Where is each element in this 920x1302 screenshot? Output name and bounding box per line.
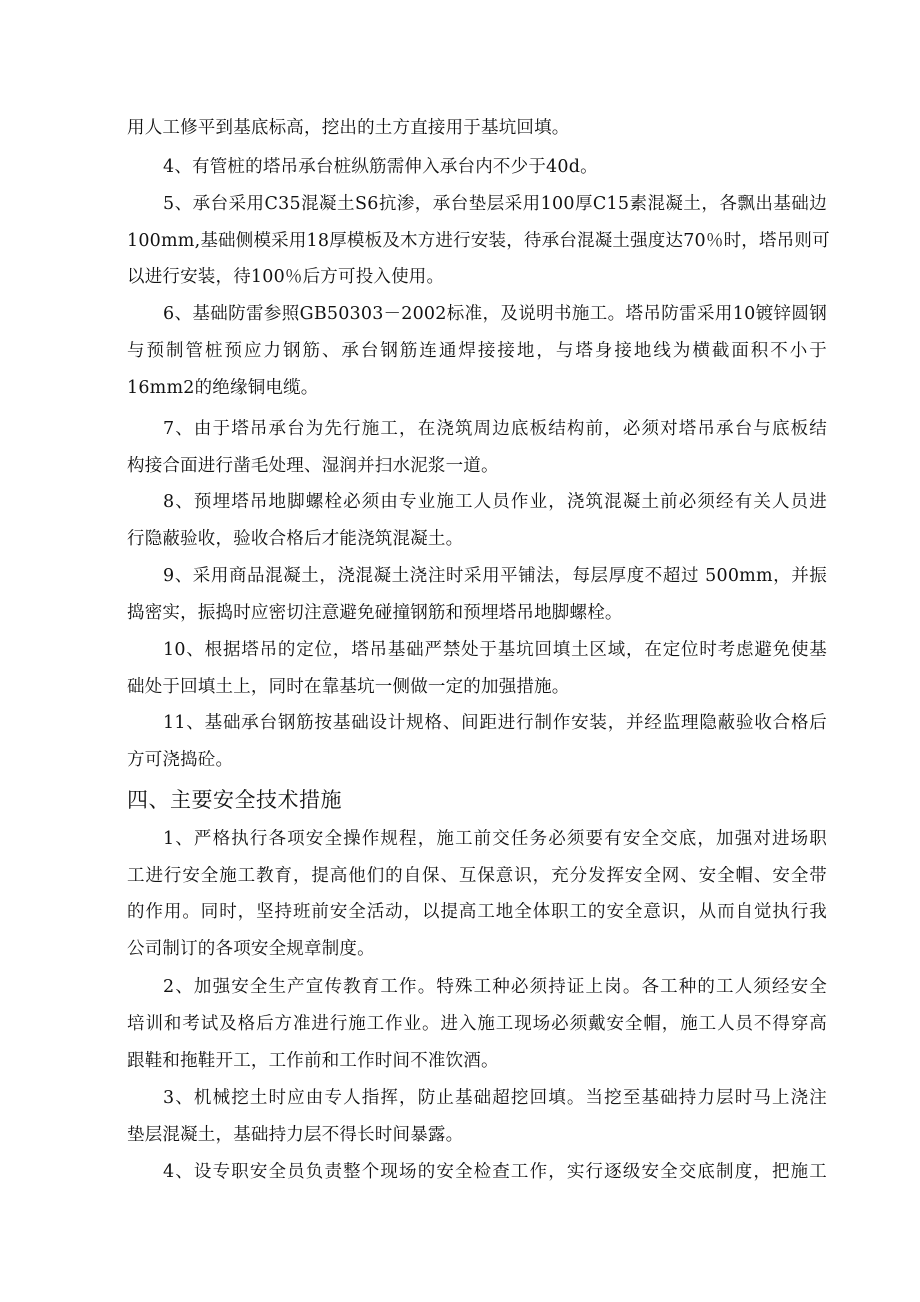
paragraph-line: 6、基础防雷参照GB50303－2002标准，及说明书施工。塔吊防雷采用10镀锌圆钢 xyxy=(163,304,827,324)
paragraph-line: 5、承台采用C35混凝土S6抗渗，承台垫层采用100厚C15素混凝土，各飘出基础边 xyxy=(163,194,827,214)
paragraph-line: 10、根据塔吊的定位，塔吊基础严禁处于基坑回填土区域，在定位时考虑避免使基 xyxy=(163,640,827,660)
paragraph-line: 3、机械挖土时应由专人指挥，防止基础超挖回填。当挖至基础持力层时马上浇注 xyxy=(163,1088,827,1108)
paragraph-line: 方可浇捣砼。 xyxy=(127,750,234,770)
paragraph-line: 1、严格执行各项安全操作规程，施工前交任务必须要有安全交底，加强对进场职 xyxy=(163,829,827,849)
paragraph-line: 4、有管桩的塔吊承台桩纵筋需伸入承台内不少于40d。 xyxy=(163,157,598,177)
paragraph-line: 9、采用商品混凝土，浇混凝土浇注时采用平铺法，每层厚度不超过 500mm，并振 xyxy=(163,566,827,586)
paragraph-line: 行隐蔽验收，验收合格后才能浇筑混凝土。 xyxy=(127,529,464,549)
paragraph-line: 垫层混凝土，基础持力层不得长时间暴露。 xyxy=(127,1125,464,1145)
paragraph-line: 培训和考试及格后方准进行施工作业。进入施工现场必须戴安全帽，施工人员不得穿高 xyxy=(127,1014,827,1034)
paragraph-line: 2、加强安全生产宣传教育工作。特殊工种必须持证上岗。各工种的工人须经安全 xyxy=(163,977,827,997)
paragraph-line: 4、设专职安全员负责整个现场的安全检查工作，实行逐级安全交底制度，把施工 xyxy=(163,1162,827,1182)
paragraph-line: 100mm,基础侧模采用18厚模板及木方进行安装，待承台混凝土强度达70％时，塔吊则可 xyxy=(127,231,830,251)
paragraph-line: 捣密实，振捣时应密切注意避免碰撞钢筋和预埋塔吊地脚螺栓。 xyxy=(127,603,623,623)
paragraph-line: 础处于回填土上，同时在靠基坑一侧做一定的加强措施。 xyxy=(127,677,570,697)
paragraph-line: 公司制订的各项安全规章制度。 xyxy=(127,939,375,959)
paragraph-line: 的作用。同时，坚持班前安全活动，以提高工地全体职工的安全意识，从而自觉执行我 xyxy=(127,902,827,922)
paragraph-line: 用人工修平到基底标高，挖出的土方直接用于基坑回填。 xyxy=(127,118,570,138)
section-heading: 四、主要安全技术措施 xyxy=(127,788,342,812)
paragraph-line: 构接合面进行凿毛处理、湿润并扫水泥浆一道。 xyxy=(127,456,499,476)
paragraph-line: 16mm2的绝缘铜电缆。 xyxy=(127,378,319,398)
paragraph-line: 11、基础承台钢筋按基础设计规格、间距进行制作安装，并经监理隐蔽验收合格后 xyxy=(163,713,827,733)
paragraph-line: 跟鞋和拖鞋开工，工作前和工作时间不准饮酒。 xyxy=(127,1051,499,1071)
paragraph-line: 以进行安装，待100％后方可投入使用。 xyxy=(127,267,445,287)
paragraph-line: 8、预埋塔吊地脚螺栓必须由专业施工人员作业，浇筑混凝土前必须经有关人员进 xyxy=(163,492,827,512)
paragraph-line: 与预制管桩预应力钢筋、承台钢筋连通焊接接地，与塔身接地线为横截面积不小于 xyxy=(127,341,827,361)
paragraph-line: 7、由于塔吊承台为先行施工，在浇筑周边底板结构前，必须对塔吊承台与底板结 xyxy=(163,419,827,439)
paragraph-line: 工进行安全施工教育，提高他们的自保、互保意识，充分发挥安全网、安全帽、安全带 xyxy=(127,866,827,886)
